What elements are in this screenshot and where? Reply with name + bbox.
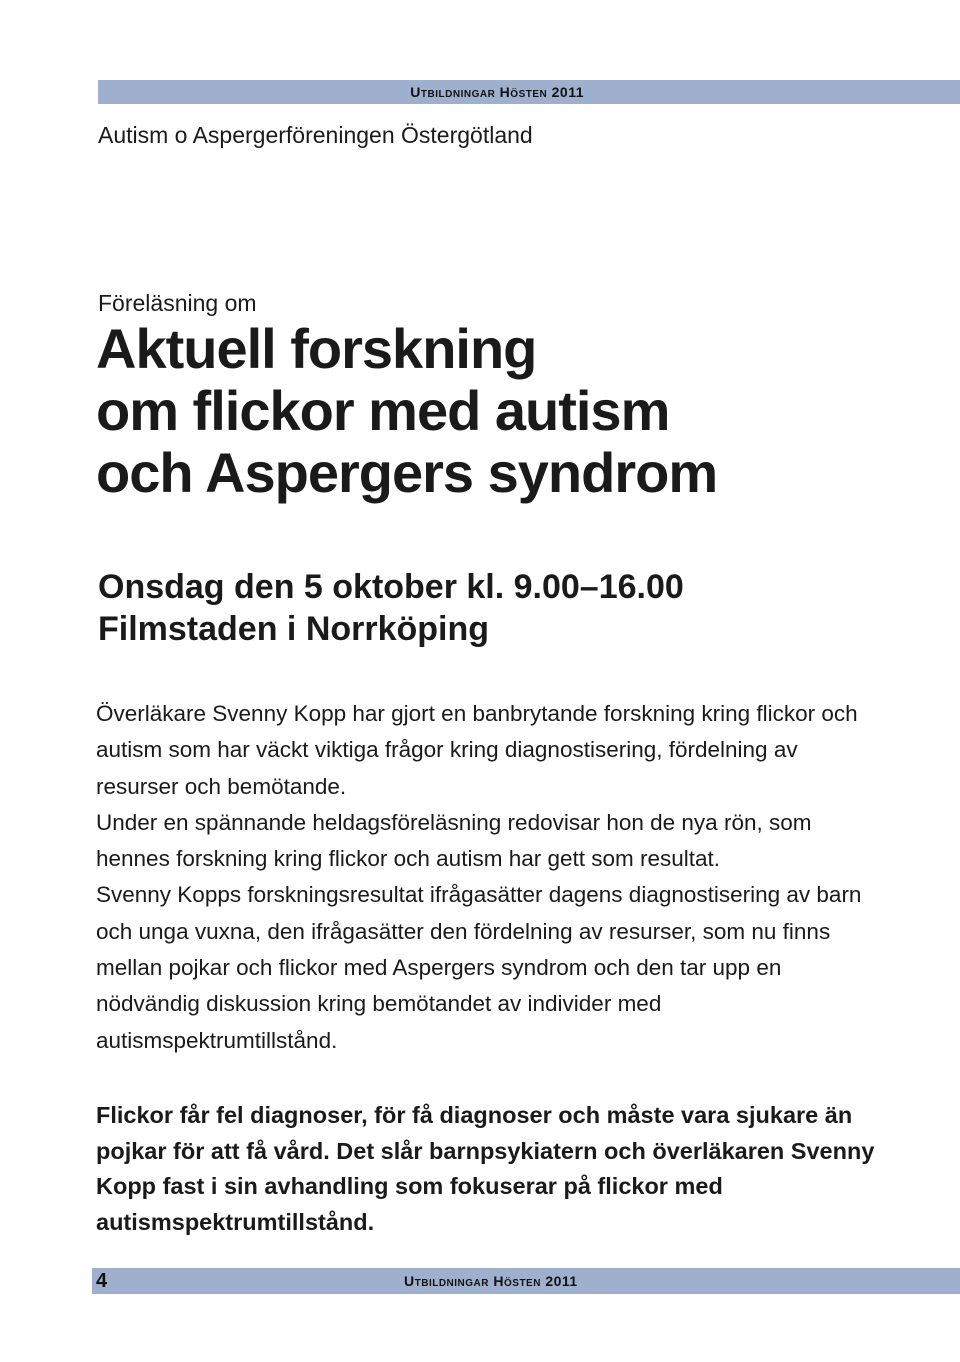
headline-line: Aktuell forskning [96, 317, 537, 380]
event-venue: Filmstaden i Norrköping [98, 610, 490, 648]
event-details [98, 566, 684, 650]
body-paragraph: Svenny Kopps forskningsresultat ifrågasätter dagens diagnostisering av barn och unga vuxna, den ifrågasätter den fördelning av resurser, som nu finns mellan pojkar och flickor med Aspergers syndrom och den tar upp en nödvändig diskussion kring bemötandet av individer med autismspektrumtillstånd. [96, 882, 862, 1053]
body-paragraph: Överläkare Svenny Kopp har gjort en banbrytande forskning kring flickor och autism som har väckt viktiga frågor kring diagnostisering, fördelning av resurser och bemötande. [96, 701, 858, 799]
lead-paragraph: Flickor får fel diagnoser, för få diagnoser och måste vara sjukare än pojkar för att få vård. Det slår barnpsykiatern och överläkaren Svenny Kopp fast i sin avhandling som fokuserar på flickor med autismspektrumtillstånd. [96, 1102, 875, 1235]
footer-band [92, 1268, 960, 1294]
header-band-label: Utbildningar Hösten 2011 [410, 84, 584, 100]
headline [96, 318, 916, 504]
headline-line: om flickor med autism [96, 379, 670, 442]
body-paragraph: Under en spännande heldagsföreläsning redovisar hon de nya rön, som hennes forskning kring flickor och autism har gett som resultat. [96, 809, 812, 872]
body-text [96, 696, 886, 1059]
lecture-kicker: Föreläsning om [98, 290, 257, 316]
footer-band-label: Utbildningar Hösten 2011 [404, 1273, 578, 1289]
headline-line: och Aspergers syndrom [96, 441, 718, 504]
header-band [98, 80, 960, 104]
organisation-name: Autism o Aspergerföreningen Östergötland [98, 122, 533, 148]
page-number: 4 [96, 1269, 108, 1292]
event-datetime: Onsdag den 5 oktober kl. 9.00–16.00 [98, 568, 684, 606]
